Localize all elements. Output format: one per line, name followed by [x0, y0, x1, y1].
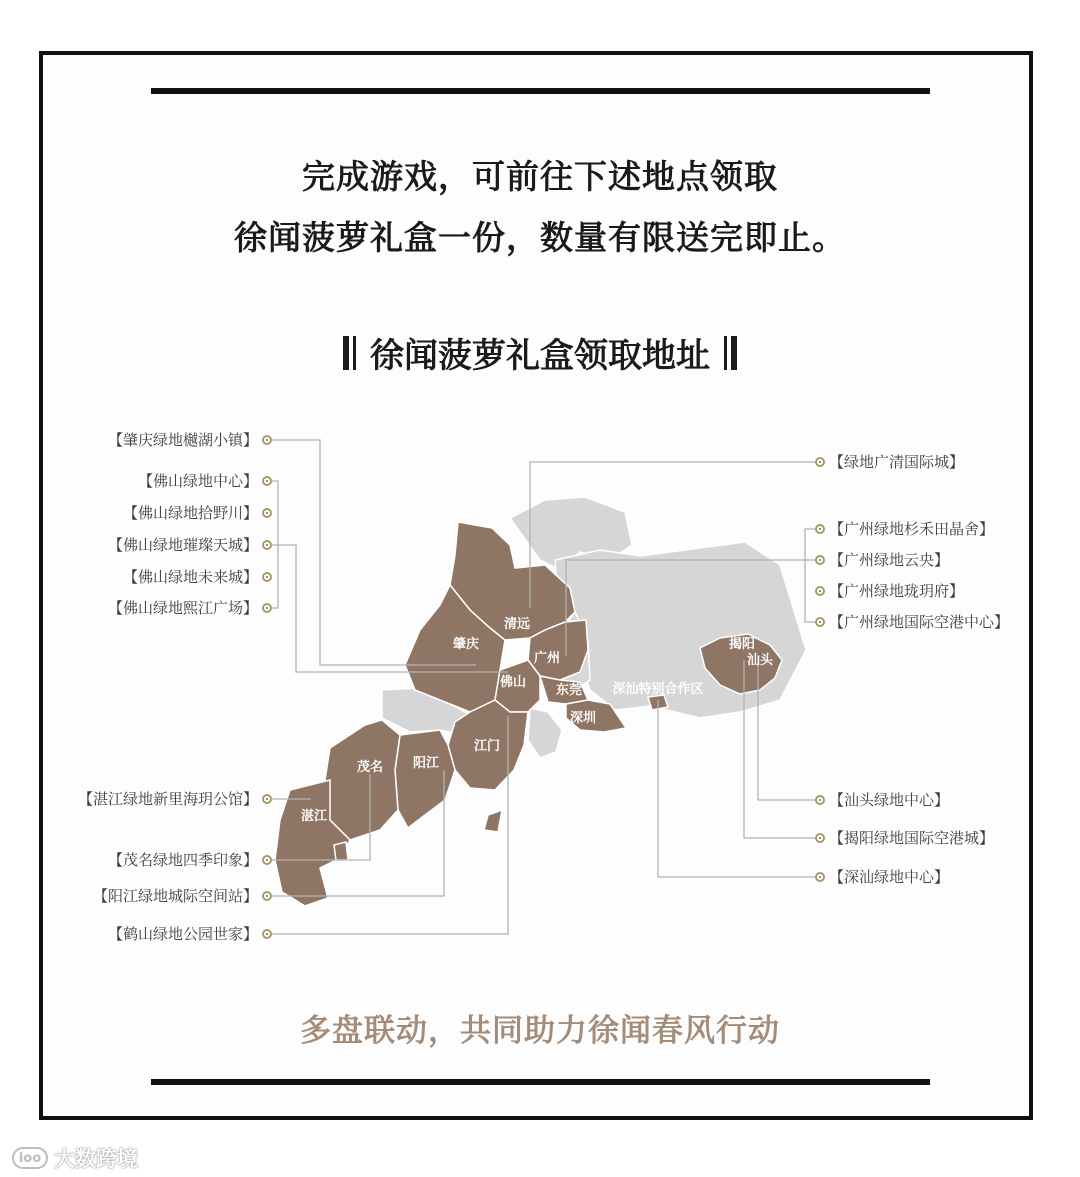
location-label: 【揭阳绿地国际空港城】: [829, 829, 995, 847]
bottom-rule: [151, 1079, 930, 1085]
location-label: 【佛山绿地拾野川】: [122, 504, 258, 522]
region-label: 肇庆: [452, 637, 480, 652]
location-dot-icon: [815, 872, 825, 882]
location-label: 【广州绿地云央】: [829, 551, 950, 569]
location-dot-icon: [262, 603, 272, 613]
section-title-text: 徐闻菠萝礼盒领取地址: [370, 336, 710, 376]
location-dot-icon: [262, 508, 272, 518]
region-label: 阳江: [412, 756, 440, 771]
location-item-right: [815, 868, 949, 886]
location-label: 【汕头绿地中心】: [829, 791, 950, 809]
region-label: 汕头: [746, 653, 774, 668]
region-label: 东莞: [555, 683, 583, 698]
headline-line-1: 完成游戏，可前往下述地点领取: [302, 157, 778, 196]
location-label: 【佛山绿地中心】: [137, 472, 258, 490]
location-label: 【阳江绿地城际空间站】: [92, 887, 258, 905]
location-dot-icon: [262, 540, 272, 550]
location-label: 【深汕绿地中心】: [829, 868, 950, 886]
location-item-right: [815, 551, 949, 569]
region-label: 清远: [503, 617, 531, 632]
region-island-b-shape: [334, 842, 348, 860]
watermark: [12, 1143, 138, 1173]
location-item-left: [108, 536, 272, 554]
headline-line-2: 徐闻菠萝礼盒一份，数量有限送完即止。: [234, 218, 846, 257]
location-label: 【佛山绿地未来城】: [122, 568, 258, 586]
location-dot-icon: [815, 833, 825, 843]
location-label: 【鹤山绿地公园世家】: [107, 925, 258, 943]
location-label: 【广州绿地国际空港中心】: [829, 613, 1010, 631]
region-label: 揭阳: [728, 637, 756, 652]
location-label: 【肇庆绿地樾湖小镇】: [107, 431, 258, 449]
location-item-right: [815, 829, 994, 847]
location-dot-icon: [262, 435, 272, 445]
region-label: 广州: [533, 651, 561, 666]
region-yangjiang-shape: [395, 730, 455, 828]
location-item-left: [123, 504, 272, 522]
location-label: 【茂名绿地四季印象】: [107, 851, 258, 869]
location-label: 【广州绿地杉禾田晶舍】: [829, 520, 995, 538]
location-dot-icon: [815, 524, 825, 534]
location-label: 【佛山绿地熙江广场】: [107, 599, 258, 617]
location-item-left: [108, 599, 272, 617]
region-label: 深汕特别合作区: [612, 682, 704, 697]
location-item-right: [815, 582, 964, 600]
location-dot-icon: [815, 457, 825, 467]
region-label: 江门: [473, 739, 501, 754]
region-label: 湛江: [300, 809, 328, 824]
location-dot-icon: [262, 929, 272, 939]
location-dot-icon: [262, 572, 272, 582]
region-island-a-shape: [484, 810, 502, 832]
location-item-right: [815, 520, 994, 538]
watermark-logo-icon: ioo: [12, 1147, 48, 1169]
location-label: 【广州绿地珑玥府】: [829, 582, 965, 600]
location-dot-icon: [815, 617, 825, 627]
location-item-left: [123, 568, 272, 586]
location-label: 【佛山绿地璀璨天城】: [107, 536, 258, 554]
region-label: 茂名: [356, 760, 384, 775]
location-item-right: [815, 791, 949, 809]
location-item-left: [93, 887, 272, 905]
region-label: 深圳: [569, 711, 597, 726]
location-dot-icon: [262, 794, 272, 804]
location-item-left: [78, 790, 272, 808]
watermark-text: 大数跨境: [54, 1147, 138, 1171]
region-maoming-shape: [325, 720, 400, 840]
location-item-left: [138, 472, 272, 490]
location-dot-icon: [815, 795, 825, 805]
location-dot-icon: [262, 855, 272, 865]
location-label: 【绿地广清国际城】: [829, 453, 965, 471]
location-dot-icon: [262, 891, 272, 901]
location-dot-icon: [262, 476, 272, 486]
location-label: 【湛江绿地新里海玥公馆】: [77, 790, 258, 808]
slogan: 多盘联动，共同助力徐闻春风行动: [300, 1013, 780, 1049]
location-item-left: [108, 851, 272, 869]
location-item-right: [815, 453, 964, 471]
location-dot-icon: [815, 555, 825, 565]
location-item-left: [108, 431, 272, 449]
location-item-left: [108, 925, 272, 943]
region-label: 佛山: [499, 675, 527, 690]
location-dot-icon: [815, 586, 825, 596]
location-item-right: [815, 613, 1009, 631]
